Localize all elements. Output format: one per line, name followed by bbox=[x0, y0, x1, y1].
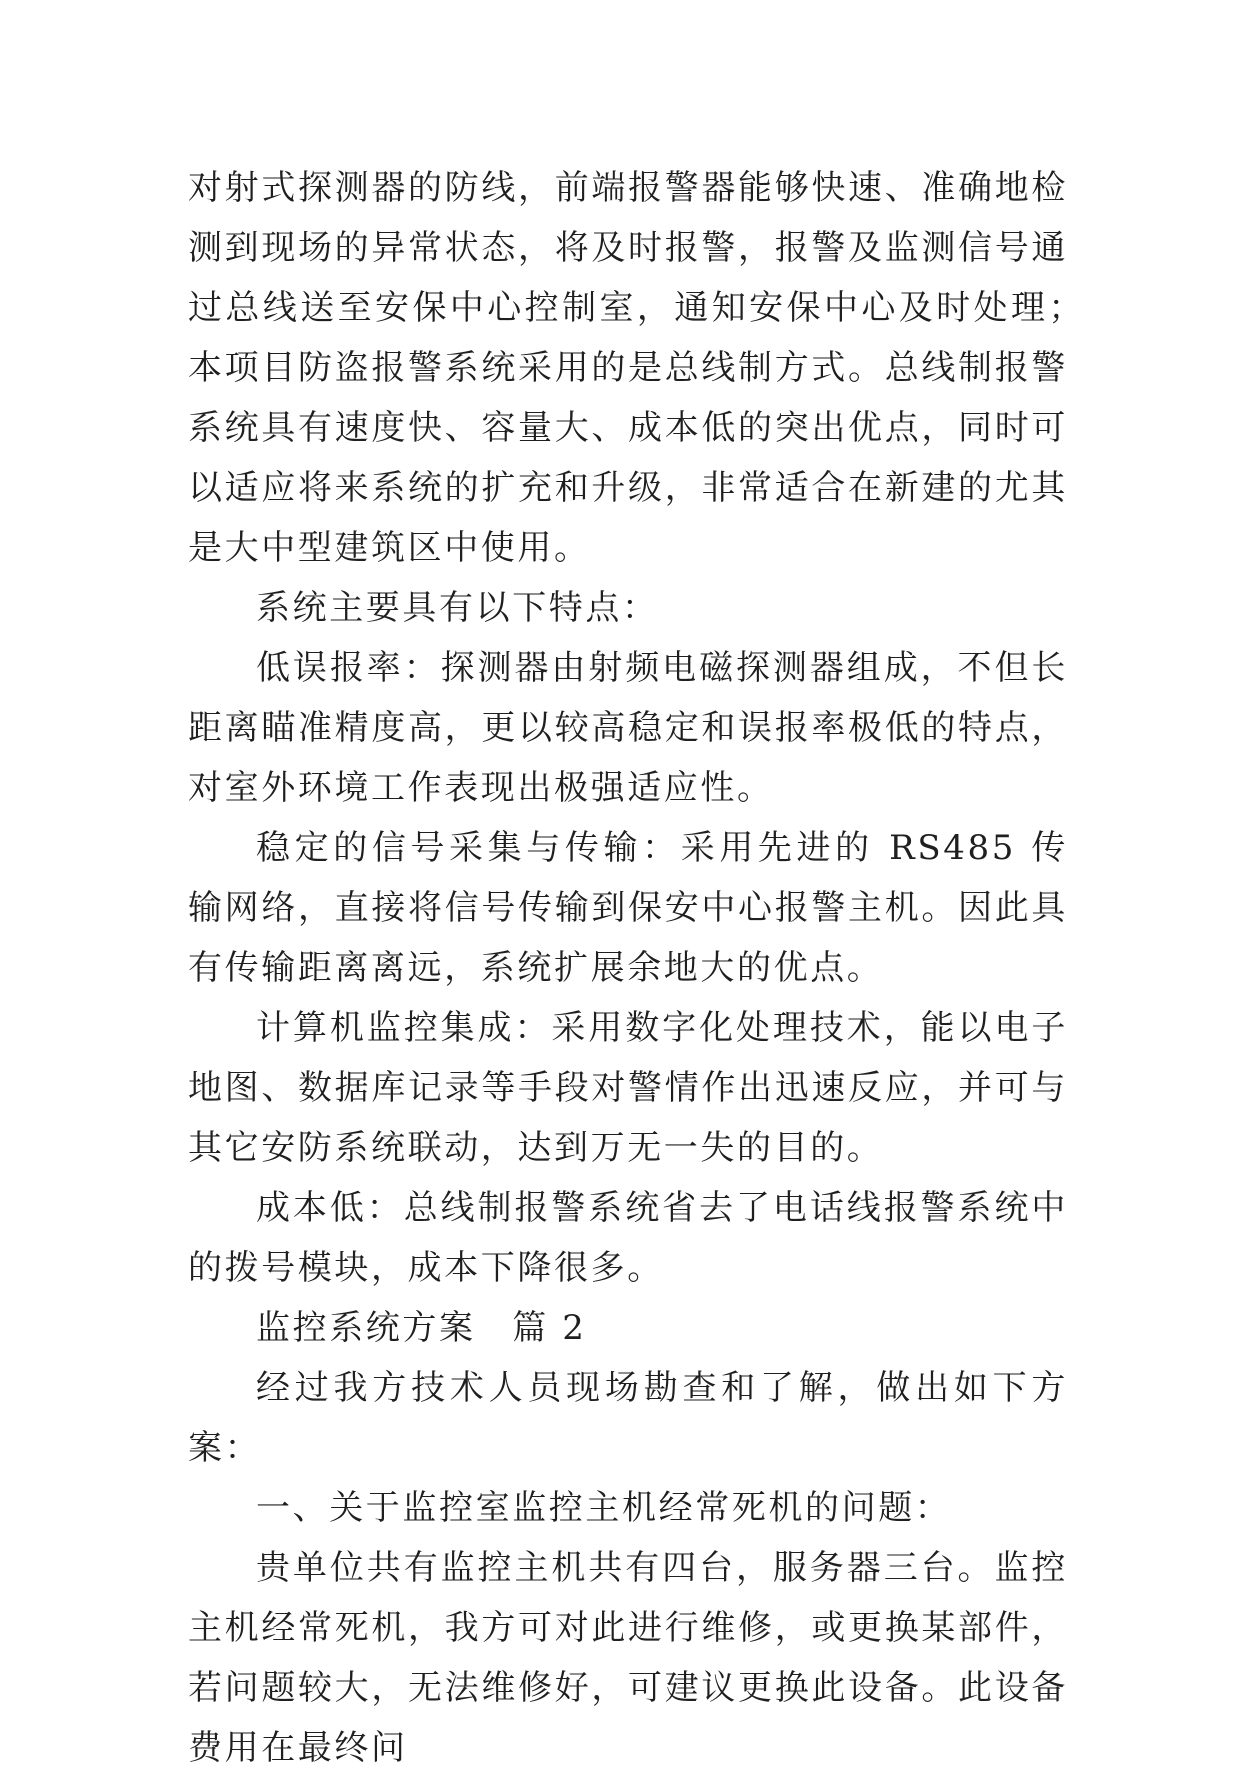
paragraph-issue-heading: 一、关于监控室监控主机经常死机的问题： bbox=[256, 1488, 952, 1528]
paragraph-continuation: 对射式探测器的防线，前端报警器能够快速、准确地检测到现场的异常状态，将及时报警，报警及监测信号通过总线送至安保中心控制室，通知安保中心及时处理； 本项目防盗报警系统采用的是总线制方式。总线制报警系统具有速度快、容量大、成本低的突出优点，同时可以适应将来系统的扩充和升级，非常适合在新建的尤其是大中型建筑区中使用。 bbox=[188, 168, 1105, 568]
paragraph-low-false-alarm: 低误报率：探测器由射频电磁探测器组成，不但长距离瞄准精度高，更以较高稳定和误报率极低的特点，对室外环境工作表现出极强适应性。 bbox=[188, 648, 1068, 808]
paragraph-signal-transmission: 稳定的信号采集与传输：采用先进的 RS485 传输网络，直接将信号传输到保安中心报警主机。因此具有传输距离离远，系统扩展余地大的优点。 bbox=[188, 828, 1068, 988]
paragraph-low-cost: 成本低：总线制报警系统省去了电话线报警系统中的拨号模块，成本下降很多。 bbox=[188, 1188, 1068, 1288]
section-heading-plan-2: 监控系统方案 篇 2 bbox=[256, 1308, 587, 1348]
paragraph-computer-integration: 计算机监控集成：采用数字化处理技术，能以电子地图、数据库记录等手段对警情作出迅速反应，并可与其它安防系统联动，达到万无一失的目的。 bbox=[188, 1008, 1068, 1168]
paragraph-host-crash: 贵单位共有监控主机共有四台，服务器三台。监控主机经常死机，我方可对此进行维修，或更换某部件，若问题较大，无法维修好，可建议更换此设备。此设备费用在最终问 bbox=[188, 1548, 1068, 1768]
paragraph-features-intro: 系统主要具有以下特点： bbox=[256, 588, 659, 628]
paragraph-survey-intro: 经过我方技术人员现场勘查和了解，做出如下方案： bbox=[188, 1368, 1068, 1468]
document-body bbox=[188, 158, 1105, 1778]
